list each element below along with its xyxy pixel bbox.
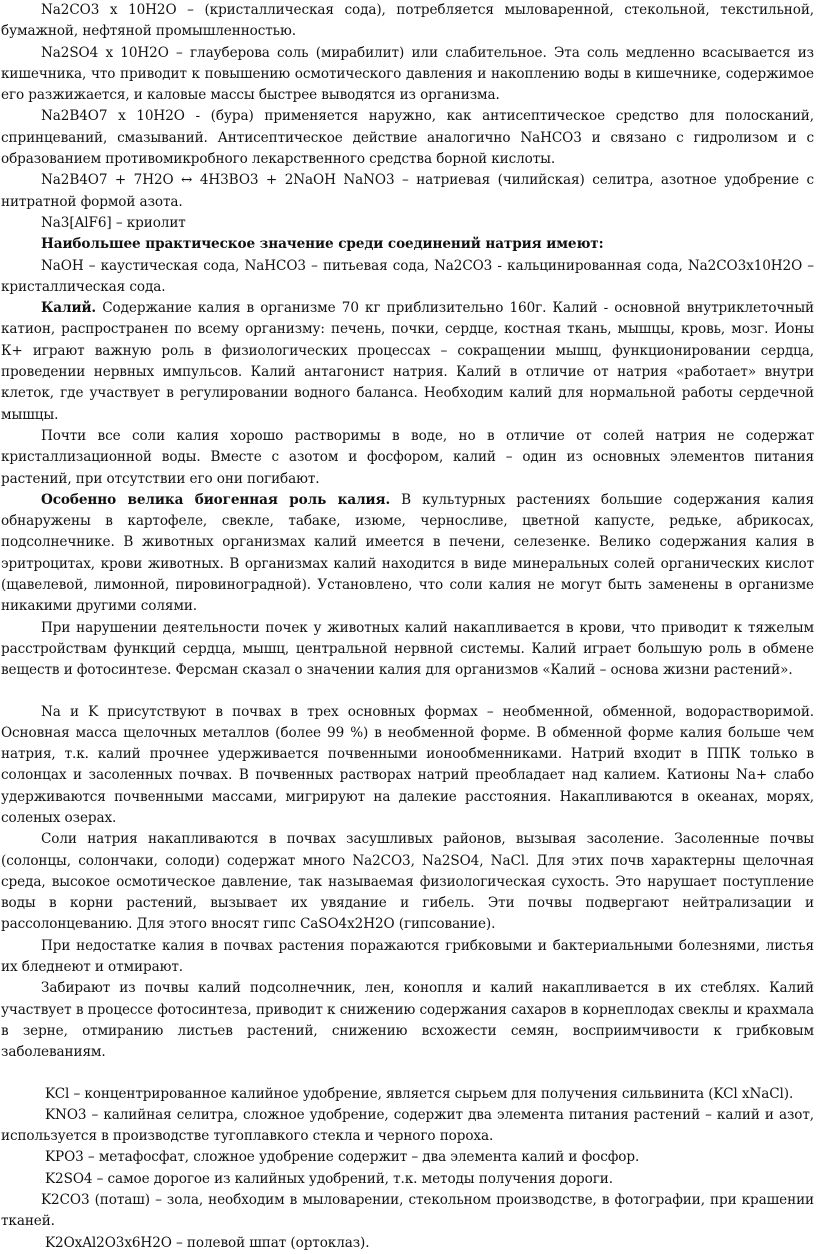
- paragraph-text: При недостатке калия в почвах растения поражаются грибковыми и бактериальными болезнями, листья их бледнеют и отмирают.: [1, 937, 814, 976]
- paragraph-text: KNO3 – калийная селитра, сложное удобрение, содержит два элемента питания растений – калий и азот, используется в производстве тугоплавкого стекла и черного пороха.: [1, 1106, 814, 1145]
- paragraph-text: Na2CO3 x 10H2O – (кристаллическая сода), потребляется мыловаренной, стекольной, текстильной, бумажной, нефтяной промышленностью.: [1, 2, 814, 40]
- paragraph-text: Почти все соли калия хорошо растворимы в воде, но в отличие от солей натрия не содержат кристаллизационной воды. Вместе с азотом и фосфором, калий – один из основных элементов питания растений, при отсутствии его они погибают.: [1, 427, 814, 487]
- paragraph-p3: [1, 106, 814, 170]
- paragraph-p20: [1, 1190, 814, 1233]
- paragraph-p8: [1, 298, 814, 426]
- paragraph-text: Na3[AlF6] – криолит: [41, 214, 186, 231]
- blank-line: [1, 682, 814, 702]
- blank-line: [1, 1064, 814, 1084]
- paragraph-text: Na и K присутствуют в почвах в трех основных формах – необменной, обменной, водорастворимой. Основная масса щелочных металлов (более 99 %) в необменной форме. В обменной форме калия больше чем натрия, т.к. калий прочнее удерживается почвенными ионообменниками. Натрий входит в ППК только в солонцах и засоленных почвах. В почвенных растворах натрий преобладает над калием. Катионы Na+ слабо удерживаются почвенными массами, мигрируют на далекие расстояния. Накапливаются в океанах, морях, соленых озерах.: [1, 703, 814, 826]
- bold-text: Калий.: [41, 300, 97, 317]
- paragraph-p11: [1, 618, 814, 682]
- paragraph-text: KPO3 – метафосфат, сложное удобрение содержит – два элемента калий и фосфор.: [45, 1149, 640, 1166]
- paragraph-p18: [1, 1147, 814, 1168]
- paragraph-p5: [1, 213, 814, 234]
- bold-text: Особенно велика биогенная роль калия.: [41, 491, 391, 508]
- paragraph-p2: [1, 43, 814, 107]
- paragraph-p12: [1, 702, 814, 830]
- paragraph-text: Содержание калия в организме 70 кг приблизительно 160г. Калий - основной внутриклеточный катион, распространен по всему организму: печень, почки, сердце, костная ткань, мышцы, кровь, мозг. Ионы К+ играют важную роль в физиологических процессах – сокращении мышц, функционировании сердца, проведении нервных импульсов. Калий антагонист натрия. Калий в отличие от натрия «работает» внутри клеток, где участвует в регулировании водного баланса. Необходим калий для нормальной работы сердечной мышцы.: [1, 300, 814, 423]
- paragraph-p13: [1, 829, 814, 935]
- paragraph-text: Na2SO4 x 10H2O – глауберова соль (мирабилит) или слабительное. Эта соль медленно всасывается из кишечника, что приводит к повышению осмотического давления и накоплению воды в кишечнике, содержимое его разжижается, и каловые массы быстрее выводятся из организма.: [1, 44, 814, 104]
- paragraph-text: Na2B4O7 + 7H2O ↔ 4H3BO3 + 2NaOH NaNO3 – натриевая (чилийская) селитра, азотное удобрение с нитратной формой азота.: [1, 172, 814, 210]
- paragraph-text: K2OxAl2O3x6H2O – полевой шпат (ортоклаз).: [45, 1234, 370, 1251]
- paragraph-text: K2CO3 (поташ) – зола, необходим в мыловарении, стекольном производстве, в фотографии, при крашении тканей.: [1, 1192, 814, 1230]
- paragraph-p1: [1, 0, 814, 43]
- paragraph-p6: [1, 234, 814, 255]
- paragraph-p4: [1, 170, 814, 213]
- paragraph-text: Соли натрия накапливаются в почвах засушливых районов, вызывая засоление. Засоленные почвы (солонцы, солончаки, солоди) содержат много Na2CO3, Na2SO4, NaCl. Для этих почв характерны щелочная среда, высокое осмотическое давление, так называемая физиологическая сухость. Это нарушает поступление воды в корни растений, вызывает их увядание и гибель. Эти почвы подвергают нейтрализации и рассолонцеванию. Для этого вносят гипс CaSO4x2H2O (гипсование).: [1, 831, 814, 933]
- paragraph-p17: [1, 1105, 814, 1148]
- paragraph-p19: [1, 1169, 814, 1190]
- paragraph-text: При нарушении деятельности почек у животных калий накапливается в крови, что приводит к тяжелым расстройствам функций сердца, мышц, центральной нервной системы. Калий играет большую роль в обмене веществ и фотосинтезе. Ферсман сказал о значении калия для организмов «Калий – основа жизни растений».: [1, 619, 814, 679]
- paragraph-p16: [1, 1084, 814, 1105]
- paragraph-text: NaOH – каустическая сода, NaHCO3 – питьевая сода, Na2CO3 - кальцинированная сода, Na2CO3x10H2O – кристаллическая сода.: [1, 257, 814, 295]
- bold-text: Наибольшее практическое значение среди соединений натрия имеют:: [41, 236, 604, 253]
- paragraph-p10: [1, 490, 814, 618]
- paragraph-text: Na2B4O7 x 10H2O - (бура) применяется наружно, как антисептическое средство для полосканий, спринцеваний, смазываний. Антисептическое действие аналогично NaHCO3 и связано с гидролизом и с образованием противомикробного лекарственного средства борной кислоты.: [1, 108, 814, 168]
- paragraph-text: K2SO4 – самое дорогое из калийных удобрений, т.к. методы получения дороги.: [45, 1170, 613, 1187]
- paragraph-p14: [1, 936, 814, 979]
- paragraph-text: В культурных растениях большие содержания калия обнаружены в картофеле, свекле, табаке, изюме, черносливе, цветной капусте, редьке, абрикосах, подсолнечнике. В животных организмах калий имеется в печени, селезенке. Велико содержания калия в эритроцитах, крови животных. В организмах калий находится в виде минеральных солей органических кислот (щавелевой, лимонной, пировиноградной). Установлено, что соли калия не могут быть заменены в организме никакими другими солями.: [1, 491, 814, 615]
- paragraph-text: KCl – концентрированное калийное удобрение, является сырьем для получения сильвинита (KCl xNaCl).: [45, 1085, 794, 1102]
- paragraph-p21: [1, 1233, 814, 1254]
- paragraph-p15: [1, 978, 814, 1063]
- paragraph-p7: [1, 256, 814, 299]
- paragraph-p9: [1, 426, 814, 490]
- paragraph-text: Забирают из почвы калий подсолнечник, лен, конопля и калий накапливается в их стеблях. Калий участвует в процессе фотосинтеза, приводит к снижению содержания сахаров в корнеплодах свеклы и крахмала в зерне, отмиранию листьев растений, снижению всхожести семян, восприимчивости к грибковым заболеваниям.: [1, 980, 814, 1061]
